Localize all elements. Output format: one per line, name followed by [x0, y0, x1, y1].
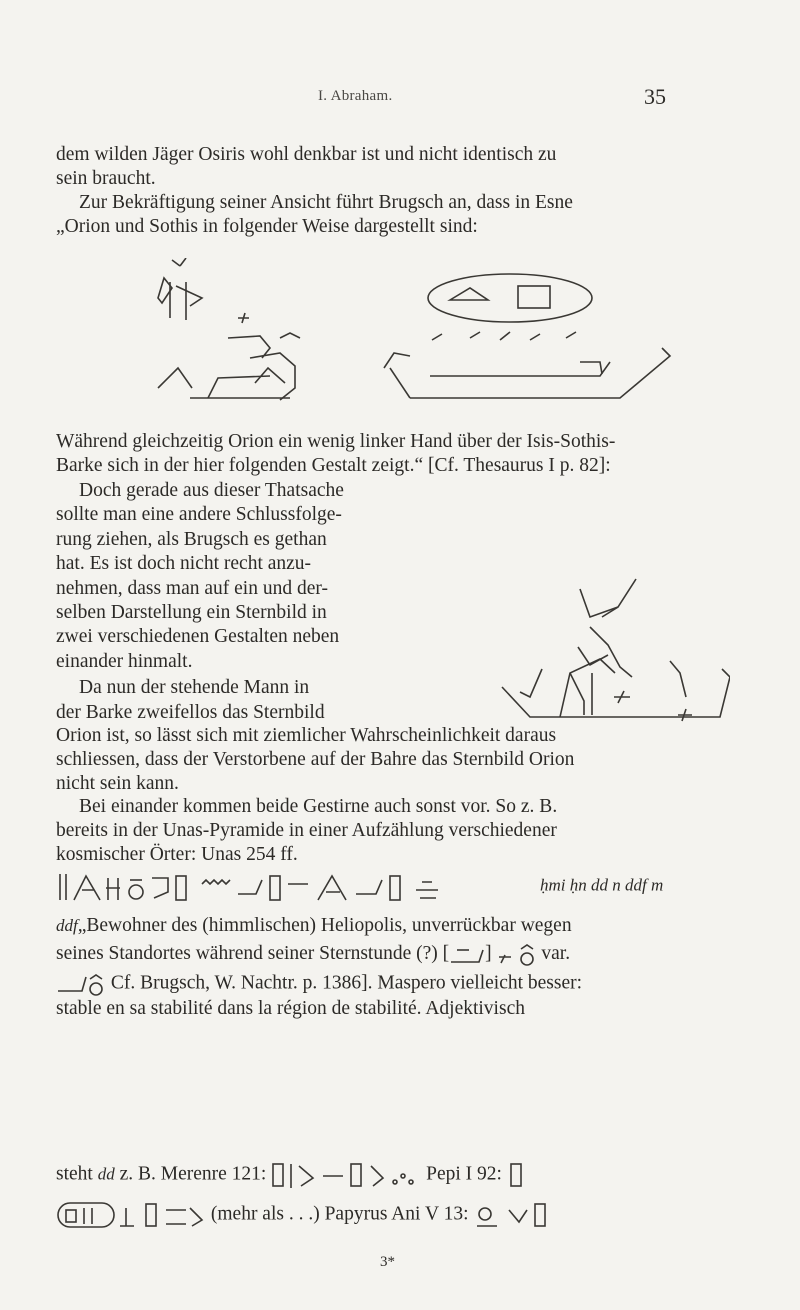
hieroglyph-ani-icon [473, 1200, 553, 1230]
text-segment: (mehr als . . .) Papyrus Ani V 13: [206, 1203, 474, 1225]
text-line: „Orion und Sothis in folgender Weise dargestellt sind: [56, 216, 478, 237]
sothis-barke-right [384, 274, 670, 398]
transliteration-dd: dd [97, 1164, 115, 1184]
text-line: zwei verschiedenen Gestalten neben [56, 626, 340, 648]
hieroglyph-group-icon [56, 870, 536, 904]
paragraph-7 [56, 914, 688, 1021]
orion-figure-left [158, 258, 300, 400]
text-line [56, 942, 688, 967]
text-segment: Cf. Brugsch, W. Nachtr. p. 1386]. Maspero vielleicht besser: [110, 972, 583, 993]
text-line: nicht sein kann. [56, 773, 179, 794]
esne-figures [0, 258, 800, 408]
transliteration-1: ḥmi ḥn dd n ddf m [540, 875, 664, 895]
text-line: der Barke zweifellos das Sternbild [56, 701, 325, 723]
paragraph-5 [56, 724, 688, 796]
text-line: nehmen, dass man auf ein und der- [56, 577, 328, 599]
paragraph-6 [56, 795, 688, 867]
orion-in-barke-illustration [490, 577, 730, 747]
text-segment: Pepi I 92: [421, 1163, 507, 1185]
text-line: Da nun der stehende Mann in [79, 677, 310, 699]
paragraph-1 [56, 143, 688, 191]
text-line: Zur Bekräftigung seiner Ansicht führt Brugsch an, dass in Esne [79, 192, 573, 213]
paragraph-3 [56, 430, 688, 478]
orion-sothis-illustration [0, 258, 800, 408]
paragraph-4 [56, 479, 476, 725]
text-segment: „Bewohner des (himmlischen) Heliopolis, unverrückbar wegen [77, 915, 572, 936]
text-line: Barke sich in der hier folgenden Gestalt zeigt.“ [Cf. Thesaurus I p. 82]: [56, 455, 611, 476]
text-line: schliessen, dass der Verstorbene auf der Bahre das Sternbild Orion [56, 749, 575, 770]
text-segment: z. B. Merenre 121: [114, 1163, 272, 1185]
text-line: dem wilden Jäger Osiris wohl denkbar ist und nicht identisch zu [56, 144, 557, 165]
text-line: hat. Es ist doch nicht recht anzu- [56, 553, 312, 575]
page-number: 35 [644, 84, 666, 109]
text-line: selben Darstellung ein Sternbild in [56, 602, 327, 624]
text-line: einander hinmalt. [56, 650, 193, 672]
text-line [56, 971, 688, 997]
hieroglyph-line-unas [56, 870, 688, 910]
star-sun-hieroglyph-icon [497, 943, 537, 967]
transliteration-2: ddf [56, 916, 78, 935]
text-line: bereits in der Unas-Pyramide in einer Aufzählung verschiedener [56, 820, 557, 841]
hieroglyph-merenre-icon [271, 1160, 421, 1190]
text-line: rung ziehen, als Brugsch es gethan [56, 528, 327, 550]
hieroglyph-variant-icon [56, 971, 106, 997]
text-line: Orion ist, so lässt sich mit ziemlicher Wahrscheinlichkeit daraus [56, 725, 557, 746]
paragraph-8 [56, 1160, 688, 1230]
text-segment: seines Standortes während seiner Sternstunde (?) [ [56, 943, 450, 964]
running-title: I. Abraham. [318, 88, 393, 104]
text-line: sollte man eine andere Schlussfolge- [56, 504, 342, 526]
text-segment: var. [536, 943, 571, 964]
text-line [56, 1200, 688, 1230]
text-line: Bei einander kommen beide Gestirne auch sonst vor. So z. B. [79, 796, 558, 817]
text-line: kosmischer Örter: Unas 254 ff. [56, 844, 298, 865]
hieroglyph-inline-icon [449, 944, 485, 966]
hieroglyph-cartouche-icon [56, 1200, 206, 1230]
text-line: Doch gerade aus dieser Thatsache [79, 480, 344, 501]
text-line [56, 914, 688, 938]
page-header [0, 84, 800, 118]
hieroglyph-pepi-icon [507, 1160, 527, 1190]
text-line: sein braucht. [56, 168, 156, 189]
text-segment: ] [485, 943, 497, 964]
signature-mark: 3* [380, 1254, 395, 1270]
text-segment: steht [56, 1163, 98, 1185]
text-line: Während gleichzeitig Orion ein wenig linker Hand über der Isis-Sothis- [56, 431, 616, 452]
text-line [56, 1160, 688, 1190]
text-line: stable en sa stabilité dans la région de stabilité. Adjektivisch [56, 997, 525, 1019]
paragraph-2 [56, 191, 688, 239]
